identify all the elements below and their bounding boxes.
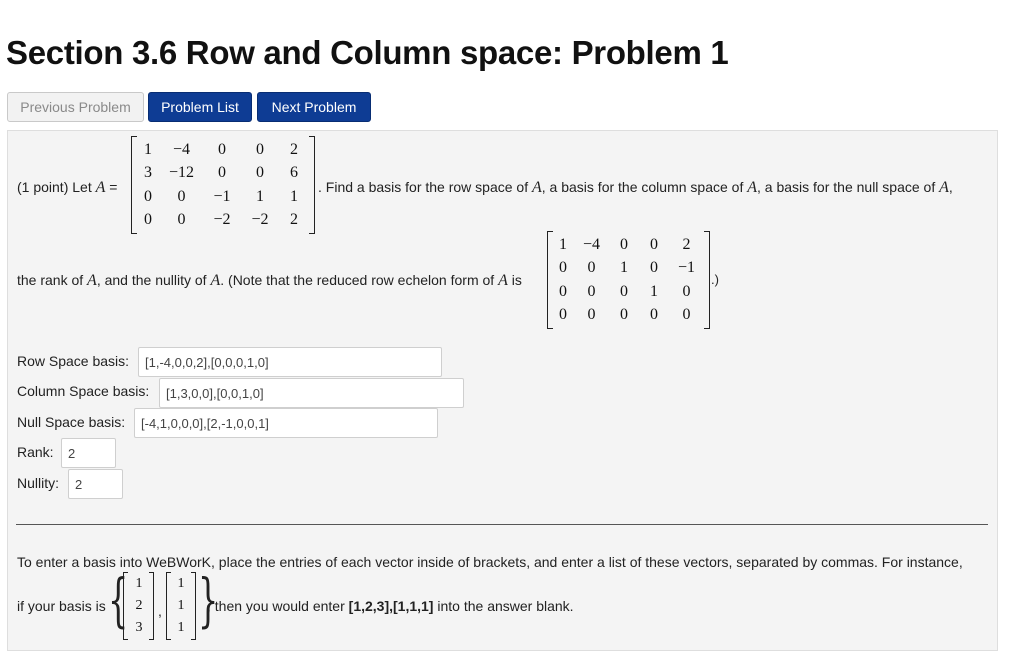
rref-entry: 0 — [650, 235, 658, 253]
matrix-a-entry: 2 — [290, 140, 298, 158]
rref-entry: 2 — [682, 235, 691, 253]
matrix-a-entry: 6 — [290, 164, 298, 182]
example-answer: [1,2,3],[1,1,1] — [348, 598, 434, 614]
matrix-a-entry: 0 — [256, 140, 264, 158]
matrix-a-entry: 0 — [218, 164, 226, 182]
left-brace: { — [108, 566, 129, 634]
row-space-label: Row Space basis: — [17, 353, 130, 369]
matrix-a-entry: 1 — [144, 140, 152, 158]
rref-entry: 0 — [587, 259, 596, 277]
vector-entry: 3 — [135, 620, 143, 635]
rref-entry: 1 — [620, 259, 628, 277]
matrix-a-entry: −12 — [168, 164, 195, 182]
rref-entry: 1 — [650, 282, 658, 300]
basis-example-prefix: if your basis is — [17, 598, 106, 614]
matrix-a-entry: −2 — [251, 211, 269, 229]
vector-entry: 1 — [177, 598, 185, 613]
vector-2 — [171, 573, 191, 639]
problem-list-button[interactable]: Problem List — [148, 92, 252, 122]
right-brace: } — [198, 566, 219, 634]
matrix-a-entry: 3 — [144, 164, 152, 182]
rref-entry: 0 — [559, 282, 567, 300]
rref-entry: 0 — [682, 282, 691, 300]
rref-entry: 0 — [559, 306, 567, 324]
rref-entry: 0 — [587, 306, 596, 324]
basis-example-suffix: , then you would enter [1,2,3],[1,1,1] into the answer blank. — [207, 598, 574, 614]
nullity-label: Nullity: — [17, 475, 60, 491]
rref-entry: −1 — [677, 259, 696, 277]
rref-entry: 0 — [620, 306, 628, 324]
rref-entry: 0 — [650, 306, 658, 324]
page-title: Section 3.6 Row and Column space: Problem 1 — [6, 34, 729, 71]
vector-separator: , — [158, 603, 162, 619]
vec2-right-bracket — [191, 572, 196, 640]
vector-entry: 1 — [177, 576, 185, 591]
null-space-label: Null Space basis: — [17, 414, 126, 430]
rref-entry: 0 — [620, 235, 628, 253]
matrix-a-entry: 0 — [256, 164, 264, 182]
column-space-input[interactable] — [159, 378, 464, 408]
matrix-a-entry: 0 — [144, 187, 152, 205]
matrix-a-entry: 0 — [144, 211, 152, 229]
vector-entry: 2 — [135, 598, 143, 613]
rref-closing: .) — [711, 272, 719, 287]
row-space-input[interactable] — [138, 347, 442, 377]
matrix-a-entry: 0 — [177, 187, 186, 205]
rref-matrix — [552, 233, 704, 327]
vec1-left-bracket — [123, 572, 128, 640]
matrix-a-entry: 1 — [290, 187, 298, 205]
rank-nullity-text: the rank of A, and the nullity of A. (Note that the reduced row echelon form of A is — [17, 272, 522, 289]
matrix-a-right-bracket — [309, 136, 315, 234]
next-problem-button[interactable]: Next Problem — [257, 92, 371, 122]
rref-entry: 0 — [650, 259, 658, 277]
matrix-a-entry: −2 — [213, 211, 231, 229]
rref-entry: 0 — [587, 282, 596, 300]
rank-label: Rank: — [17, 444, 54, 460]
previous-problem-button[interactable]: Previous Problem — [7, 92, 144, 122]
section-divider — [16, 524, 988, 525]
vector-entry: 1 — [135, 576, 143, 591]
nullity-input[interactable] — [68, 469, 123, 499]
rref-entry: 0 — [620, 282, 628, 300]
matrix-a — [136, 138, 309, 232]
column-space-label: Column Space basis: — [17, 383, 150, 399]
problem-question: . Find a basis for the row space of A, a basis for the column space of A, a basis for the null space of A, — [318, 179, 953, 196]
matrix-a-entry: 2 — [290, 211, 298, 229]
matrix-a-entry: 1 — [256, 187, 264, 205]
rref-right-bracket — [704, 231, 710, 329]
matrix-a-entry: 0 — [218, 140, 226, 158]
matrix-a-entry: 0 — [177, 211, 186, 229]
problem-intro: (1 point) Let A = — [17, 179, 118, 196]
rref-entry: −4 — [582, 235, 601, 253]
matrix-a-entry: −1 — [213, 187, 231, 205]
vector-entry: 1 — [177, 620, 185, 635]
rref-entry: 0 — [559, 259, 567, 277]
vector-1 — [129, 573, 149, 639]
problem-panel — [7, 130, 998, 651]
rref-entry: 1 — [559, 235, 567, 253]
rref-entry: 0 — [682, 306, 691, 324]
matrix-a-entry: −4 — [172, 140, 191, 158]
rank-input[interactable] — [61, 438, 116, 468]
basis-help-text: To enter a basis into WeBWorK, place the entries of each vector inside of brackets, and enter a list of these vectors, separated by commas. For instance, — [17, 554, 963, 570]
vec1-right-bracket — [149, 572, 154, 640]
null-space-input[interactable] — [134, 408, 438, 438]
